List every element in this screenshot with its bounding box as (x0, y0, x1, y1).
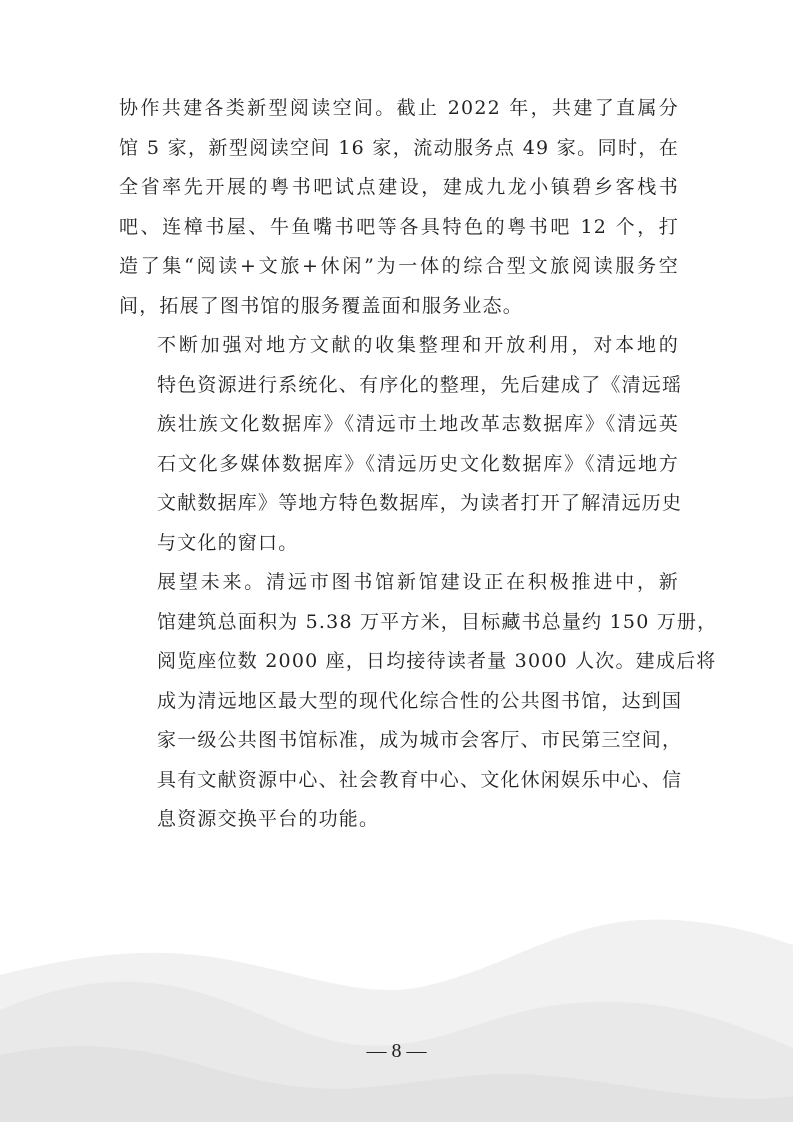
paragraph (119, 326, 683, 563)
text-line: 吧、连樟书屋、牛鱼嘴书吧等各具特色的粤书吧 12 个，打 (119, 215, 679, 238)
text-line: 展望未来。清远市图书馆新馆建设正在积极推进中，新 (157, 571, 679, 593)
text-line: 息资源交换平台的功能。 (157, 808, 380, 830)
text-line: 间，拓展了图书馆的服务覆盖面和服务业态。 (119, 294, 524, 317)
paragraph (119, 563, 718, 840)
text-line: 阅览座位数 2000 座，日均接待读者量 3000 人次。建成后将 (157, 650, 717, 672)
text-line: 馆 5 家，新型阅读空间 16 家，流动服务点 49 家。同时，在 (119, 136, 679, 159)
text-line: 造了集“阅读+文旅+休闲”为一体的综合型文旅阅读服务空 (119, 255, 679, 277)
text-line: 与文化的窗口。 (157, 531, 299, 554)
page-number: — 8 — (366, 1040, 427, 1062)
text-line: 馆建筑总面积为 5.38 万平方米，目标藏书总量约 150 万册， (157, 610, 718, 633)
text-line: 具有文献资源中心、社会教育中心、文化休闲娱乐中心、信 (157, 768, 683, 791)
body-text (119, 89, 718, 840)
paragraph (119, 89, 679, 326)
text-line: 特色资源进行系统化、有序化的整理，先后建成了《清远瑶 (157, 373, 683, 396)
text-line: 成为清远地区最大型的现代化综合性的公共图书馆，达到国 (157, 689, 683, 712)
text-line: 协作共建各类新型阅读空间。截止 2022 年，共建了直属分 (119, 97, 679, 119)
text-line: 族壮族文化数据库》《清远市土地改革志数据库》《清远英 (157, 413, 679, 435)
text-line: 家一级公共图书馆标准，成为城市会客厅、市民第三空间， (157, 729, 683, 751)
text-line: 文献数据库》等地方特色数据库，为读者打开了解清远历史 (157, 492, 683, 514)
text-line: 全省率先开展的粤书吧试点建设，建成九龙小镇碧乡客栈书 (119, 176, 679, 198)
text-line: 石文化多媒体数据库》《清远历史文化数据库》《清远地方 (157, 452, 679, 475)
text-line: 不断加强对地方文献的收集整理和开放利用，对本地的 (157, 334, 679, 356)
